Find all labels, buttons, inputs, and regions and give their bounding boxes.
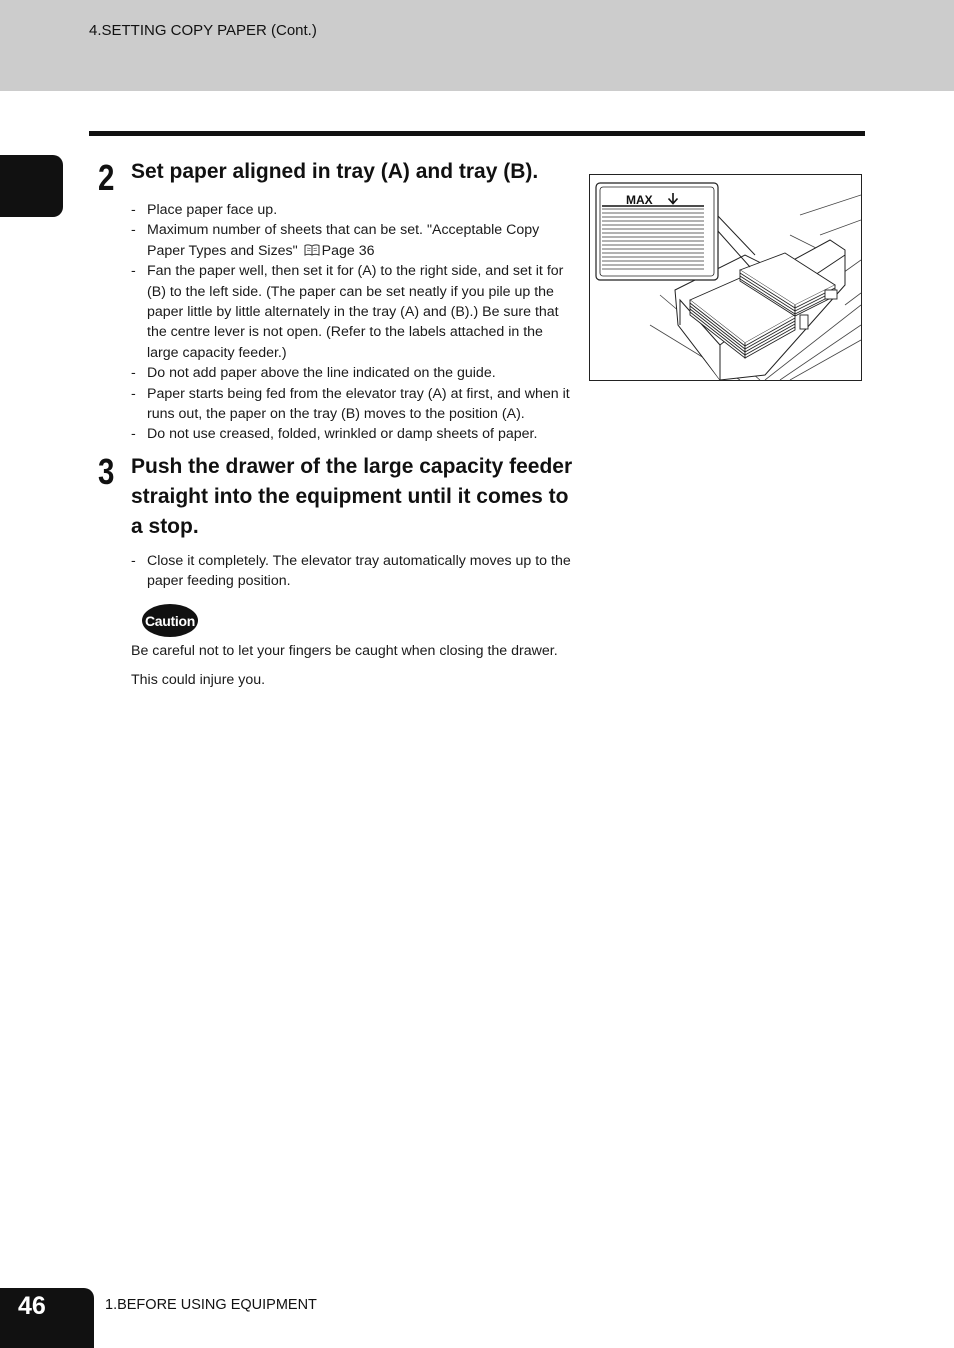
list-item: - Close it completely. The elevator tray automatically moves up to the paper feeding position.	[131, 551, 571, 592]
list-item: - Do not use creased, folded, wrinkled or damp sheets of paper.	[131, 424, 571, 444]
list-item: - Paper starts being fed from the elevator tray (A) at first, and when it runs out, the paper on the tray (B) moves to the position (A).	[131, 384, 571, 425]
step-2-number: 2	[98, 157, 115, 198]
header-band	[0, 0, 954, 91]
section-divider	[89, 131, 865, 136]
paper-tray-illustration	[589, 174, 862, 381]
caution-text-line-1: Be careful not to let your fingers be caught when closing the drawer.	[131, 643, 558, 659]
list-item: - Maximum number of sheets that can be set. "Acceptable Copy Paper Types and Sizes" Page 36	[131, 220, 571, 261]
step-2-title: Set paper aligned in tray (A) and tray (B).	[131, 160, 539, 183]
list-item: - Fan the paper well, then set it for (A) to the right side, and set it for (B) to the left side. (The paper can be set neatly if you pile up the paper little by little alternately in the tray (A) and (B).) Be sure that the centre lever is not open. (Refer to the labels attached in the large capacity feeder.)	[131, 261, 571, 363]
step-3-number: 3	[98, 451, 115, 492]
book-reference-icon	[304, 244, 320, 256]
step-2-bullets	[131, 200, 571, 445]
page-number: 46	[18, 1292, 46, 1320]
footer-section-title: 1.BEFORE USING EQUIPMENT	[105, 1297, 317, 1313]
step-3-title: Push the drawer of the large capacity feeder straight into the equipment until it comes to a stop.	[131, 455, 573, 538]
caution-badge: Caution	[142, 604, 198, 637]
list-item: - Place paper face up.	[131, 200, 571, 220]
page-reference-link[interactable]: Page 36	[321, 242, 375, 259]
caution-text-line-2: This could injure you.	[131, 672, 266, 688]
tray-drawing	[590, 175, 861, 380]
list-item: - Do not add paper above the line indicated on the guide.	[131, 363, 571, 383]
page-number-tab	[0, 1288, 94, 1348]
max-label: MAX	[626, 193, 653, 207]
chapter-tab	[0, 155, 63, 217]
step-3-bullets	[131, 551, 571, 592]
page-header-title: 4.SETTING COPY PAPER (Cont.)	[89, 22, 317, 39]
